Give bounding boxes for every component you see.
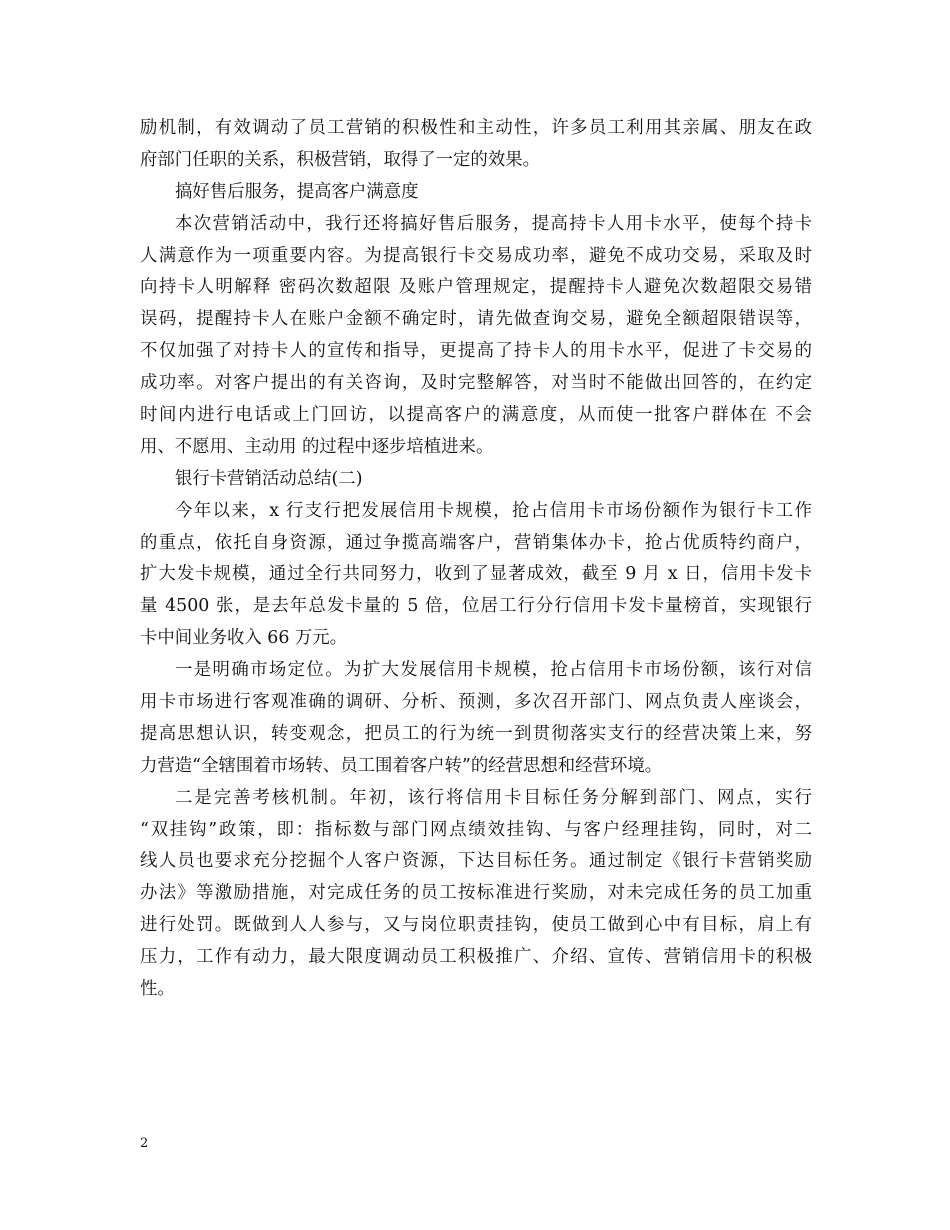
text-line: 的重点，依托自身资源，通过争揽高端客户，营销集体办卡，抢占优质特约商户，: [140, 532, 812, 553]
text-line: 不仅加强了对持卡人的宣传和指导，更提高了持卡人的用卡水平，促进了卡交易的: [140, 341, 812, 362]
text-line: 进行处罚。既做到人人参与，又与岗位职责挂钩，使员工做到心中有目标，肩上有: [140, 915, 812, 936]
text-line: 今年以来，x 行支行把发展信用卡规模，抢占信用卡市场份额作为银行卡工作: [175, 500, 812, 521]
text-line: 时间内进行电话或上门回访，以提高客户的满意度，从而使一批客户群体在 不会: [140, 405, 812, 426]
text-line: 励机制，有效调动了员工营销的积极性和主动性，许多员工利用其亲属、朋友在政: [140, 118, 812, 138]
text-line: 用卡市场进行客观准确的调研、分析、预测，多次召开部门、网点负责人座谈会，: [140, 692, 812, 713]
text-line: 扩大发卡规模，通过全行共同努力，收到了显著成效，截至 9 月 x 日，信用卡发卡: [140, 564, 812, 585]
text-line: 用、不愿用、主动用 的过程中逐步培植进来。: [140, 436, 494, 457]
text-line: 一是明确市场定位。为扩大发展信用卡规模，抢占信用卡市场份额，该行对信: [175, 660, 812, 681]
page-number: 2: [140, 1136, 149, 1151]
text-line: 性。: [140, 979, 175, 1000]
text-line: 提高思想认识，转变观念，把员工的行为统一到贯彻落实支行的经营决策上来，努: [140, 723, 812, 744]
text-line: 误码，提醒持卡人在账户金额不确定时，请先做查询交易，避免全额超限错误等，: [140, 309, 812, 330]
text-line: 量 4500 张，是去年总发卡量的 5 倍，位居工行分行信用卡发卡量榜首，实现银行: [140, 596, 812, 617]
text-line: 办法》等激励措施，对完成任务的员工按标准进行奖励，对未完成任务的员工加重: [140, 883, 812, 904]
text-line: 府部门任职的关系，积极营销，取得了一定的效果。: [140, 149, 540, 170]
text-line: 人满意作为一项重要内容。为提高银行卡交易成功率，避免不成功交易，采取及时: [140, 245, 812, 266]
document-body: [140, 113, 812, 1006]
text-line: 压力，工作有动力，最大限度调动员工积极推广、介绍、宣传、营销信用卡的积极: [140, 947, 812, 968]
text-line: 本次营销活动中，我行还将搞好售后服务，提高持卡人用卡水平，使每个持卡: [175, 213, 812, 234]
text-line: 银行卡营销活动总结(二): [175, 468, 363, 489]
text-line: 二是完善考核机制。年初，该行将信用卡目标任务分解到部门、网点，实行: [175, 787, 812, 808]
text-line: 搞好售后服务，提高客户满意度: [175, 181, 419, 202]
text-line: 力营造“全辖围着市场转、员工围着客户转”的经营思想和经营环境。: [140, 755, 663, 776]
text-line: “双挂钩”政策，即：指标数与部门网点绩效挂钩、与客户经理挂钩，同时，对二: [140, 819, 812, 840]
text-line: 向持卡人明解释 密码次数超限 及账户管理规定，提醒持卡人避免次数超限交易错: [140, 277, 812, 298]
text-line: 线人员也要求充分挖掘个人客户资源，下达目标任务。通过制定《银行卡营销奖励: [140, 851, 812, 872]
text-line: 卡中间业务收入 66 万元。: [140, 628, 348, 649]
text-line: 成功率。对客户提出的有关咨询，及时完整解答，对当时不能做出回答的，在约定: [140, 373, 812, 394]
